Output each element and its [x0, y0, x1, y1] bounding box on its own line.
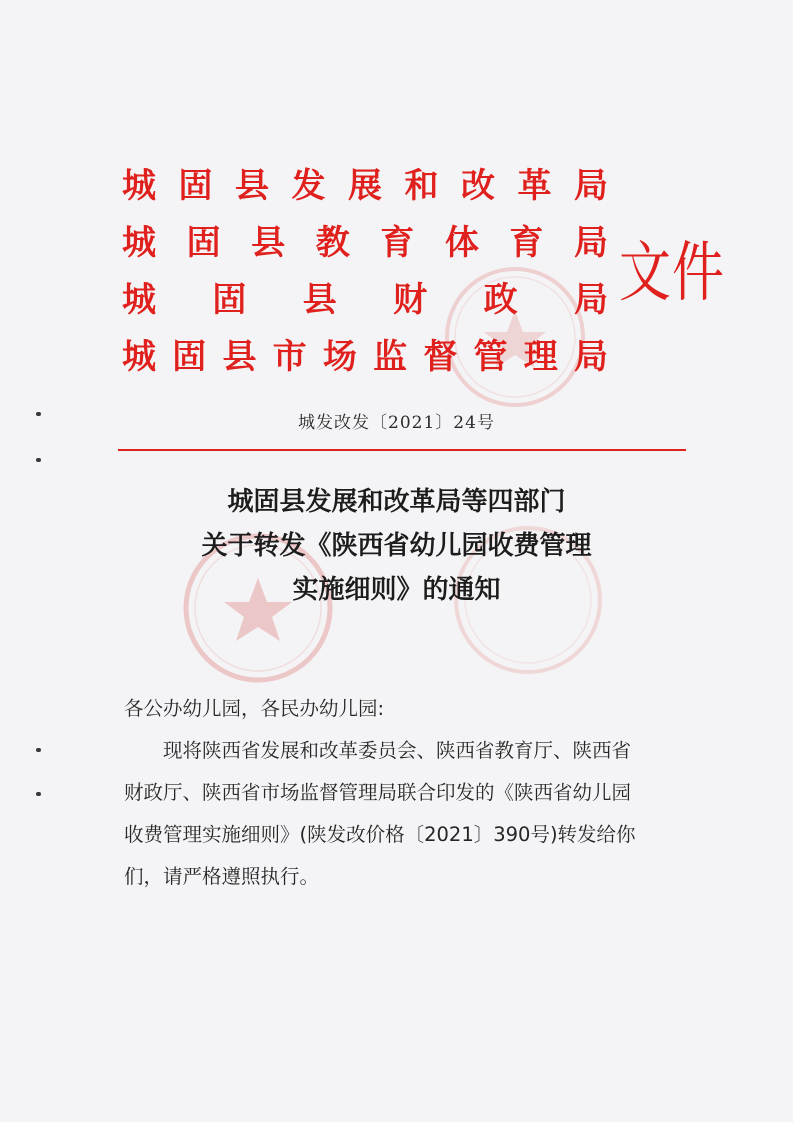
document-body: [124, 688, 684, 898]
document-type-label: 文件: [619, 235, 726, 311]
binding-hole-mark: [36, 748, 41, 752]
document-number: 城发改发〔2021〕24号: [298, 413, 495, 433]
issuer-line: 城 固 县 财 政 局: [122, 280, 608, 320]
red-divider-line: [118, 449, 686, 451]
title-line: 城固县发展和改革局等四部门: [227, 487, 566, 517]
salutation: 各公办幼儿园，各民办幼儿园:: [124, 697, 385, 720]
binding-hole-mark: [36, 458, 41, 462]
paragraph-line: 收费管理实施细则》(陕发改价格〔2021〕390号)转发给你: [124, 823, 636, 846]
issuer-line: 城 固 县 市 场 监 督 管 理 局: [122, 337, 608, 377]
title-line: 关于转发《陕西省幼儿园收费管理: [201, 531, 592, 561]
paragraph-line: 财政厅、陕西省市场监督管理局联合印发的《陕西省幼儿园: [124, 781, 632, 804]
paragraph-line: 们，请严格遵照执行。: [124, 865, 320, 888]
paragraph-line: 现将陕西省发展和改革委员会、陕西省教育厅、陕西省: [163, 739, 632, 762]
issuing-authorities: [122, 158, 608, 386]
issuer-line: 城 固 县 发 展 和 改 革 局: [122, 166, 608, 206]
binding-hole-mark: [36, 792, 41, 796]
document-title: [0, 480, 793, 612]
title-line: 实施细则》的通知: [292, 575, 501, 605]
issuer-line: 城 固 县 教 育 体 育 局: [122, 223, 608, 263]
